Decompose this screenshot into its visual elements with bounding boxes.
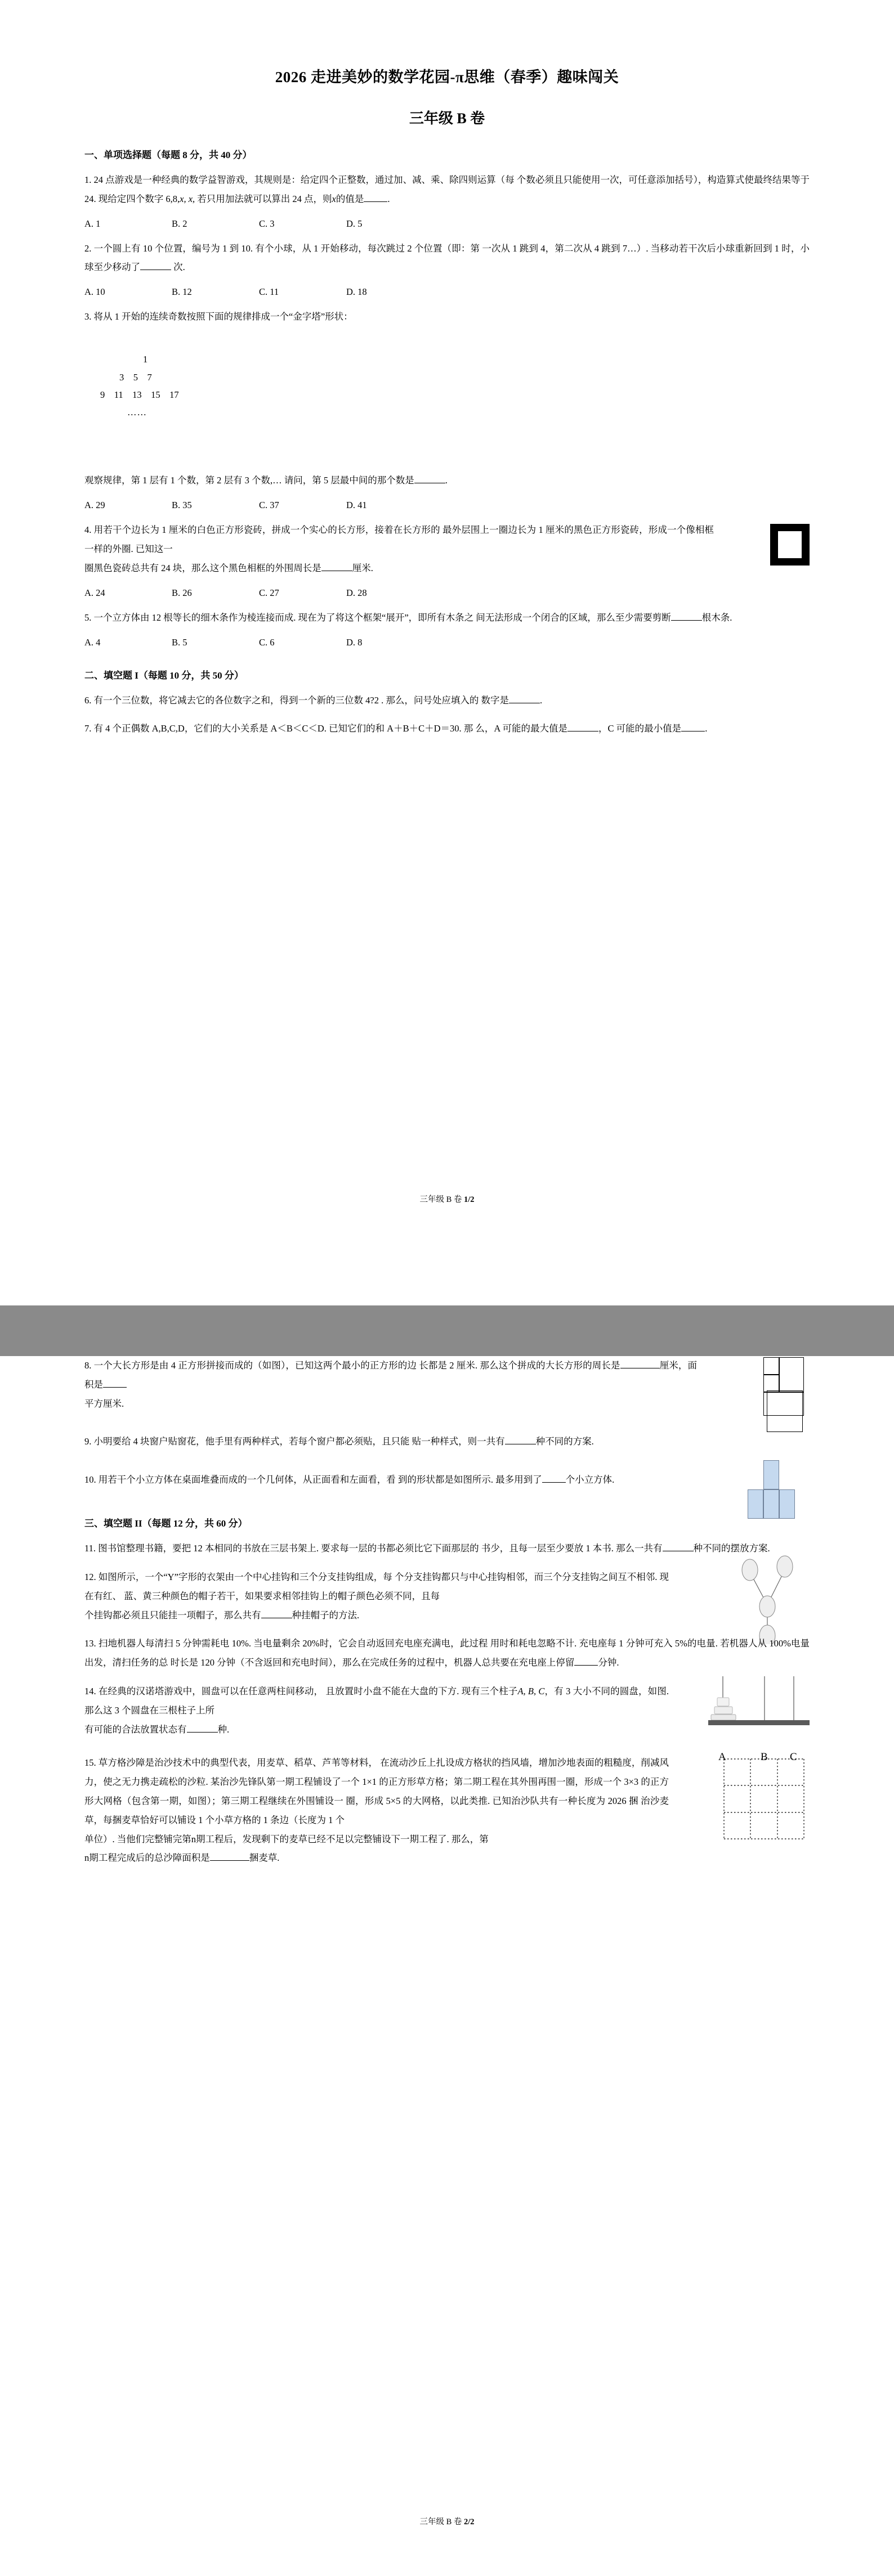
q9-text-b: 贴一种样式，则一共有 xyxy=(412,1436,505,1447)
question-3-continued xyxy=(84,471,810,490)
q1-variable-1: x, x, xyxy=(180,193,195,204)
q15-answer-blank[interactable] xyxy=(210,1860,249,1861)
q8-text-c: 厘米，面积是 xyxy=(84,1360,698,1390)
q8-text-d: 平方厘米. xyxy=(84,1398,124,1409)
q7-text-a: 有 4 个正偶数 A,B,C,D，它们的大小关系是 A＜B＜C＜D. 已知它们的和 A＋B＋C＋D＝30. 那 xyxy=(93,723,473,734)
q9-text-c: 种不同的方案. xyxy=(535,1436,594,1447)
q1-option-d[interactable]: D. 5 xyxy=(346,218,363,229)
q1-text-d: 的值是 xyxy=(336,193,364,204)
q2-option-b[interactable]: B. 12 xyxy=(172,286,192,298)
q4-option-d[interactable]: D. 28 xyxy=(346,587,367,598)
q11-text-a: 图书馆整理书籍，要把 12 本相同的书放在三层书架上. 要求每一层的书都必须比它下面那层的 xyxy=(98,1543,479,1554)
q5-option-c[interactable]: C. 6 xyxy=(259,636,275,648)
footer-pagenum-page-2: 2/2 xyxy=(464,2517,475,2526)
q8-number: 8. xyxy=(84,1360,92,1371)
q4-unit: 厘米. xyxy=(352,562,373,573)
q5-text-a: 一个立方体由 12 根等长的细木条作为棱连接而成. 现在为了将这个框架“展开”，即所有木条之 xyxy=(93,612,474,623)
q1-answer-blank[interactable] xyxy=(364,201,387,202)
q15-text-g: 治沙麦草，每捆麦草恰好可以铺设 1 个小草方格的 1 条边（长度为 1 个 xyxy=(84,1796,669,1825)
q2-text-a: 一个圆上有 10 个位置，编号为 1 到 10. 有个小球，从 1 开始移动，每次跳过 2 个位置（即：第 xyxy=(93,243,480,254)
q12-text-a: 如图所示，一个“Y”字形的衣架由一个中心挂钩和三个分支挂钩组成，每 xyxy=(98,1571,392,1582)
question-4 xyxy=(84,520,810,577)
pyramid-row-3: 9 11 13 15 17 xyxy=(100,389,179,401)
page-1-footer xyxy=(0,1193,894,1205)
question-3-options xyxy=(84,500,810,511)
window-pane-outline xyxy=(767,1390,803,1432)
document-page-2 xyxy=(0,1356,894,2576)
q14-text-c: ，有 xyxy=(544,1685,564,1697)
q5-number: 5. xyxy=(84,612,92,623)
q9-text-a: 小明要给 4 块窗户贴窗花，他手里有两种样式，若每个窗户都必须贴，且只能 xyxy=(93,1436,410,1447)
q12-number: 12. xyxy=(84,1571,96,1582)
hanoi-label-b: B xyxy=(761,1751,768,1763)
cube-top xyxy=(763,1460,779,1489)
q13-text-c: 时长是 120 分钟（不含返回和充电时间），那么在完成任务的过程中，机器人总共要在充电座上停留 xyxy=(170,1657,575,1668)
page-title: 2026 走进美妙的数学花园-π思维（春季）趣味闯关 xyxy=(275,69,619,86)
page-subtitle: 三年级 B 卷 xyxy=(409,110,485,127)
q1-option-b[interactable]: B. 2 xyxy=(172,218,187,229)
window-square-figure xyxy=(767,1390,803,1432)
footer-pagenum-page-1: 1/2 xyxy=(464,1195,475,1204)
q6-number: 6. xyxy=(84,694,92,706)
q14-text-d: 3 大小不同的圆盘，如图. 那么这 3 个圆盘在三根柱子上所 xyxy=(84,1685,669,1716)
q1-text-c: 若只用加法就可以算出 24 点，则 xyxy=(197,193,332,204)
q12-text-e: 种挂帽子的方法. xyxy=(292,1609,360,1621)
question-15 xyxy=(84,1753,810,1868)
pyramid-row-2: 3 5 7 xyxy=(119,371,152,383)
dotted-grid-figure xyxy=(722,1757,806,1848)
footer-label-page-1: 三年级 B 卷 xyxy=(419,1195,462,1204)
frame-inner-white-area xyxy=(778,531,802,558)
document-page-1 xyxy=(0,0,894,1260)
q14-peg-variables: A, B, C xyxy=(517,1685,545,1697)
hanoi-disk-large xyxy=(711,1715,736,1720)
q13-answer-blank[interactable] xyxy=(574,1665,598,1666)
cube-stack-t-shape xyxy=(748,1460,795,1519)
section-heading-2: 二、填空题 I（每题 10 分，共 50 分） xyxy=(84,670,244,681)
q4-option-a[interactable]: A. 24 xyxy=(84,587,105,598)
q7-number: 7. xyxy=(84,723,92,734)
hanoi-tower-diagram xyxy=(708,1674,810,1739)
q1-number: 1. xyxy=(84,174,92,185)
q5-text-b: 间无法形成一个闭合的区域，那么至少需要剪断 xyxy=(476,612,671,623)
q15-text-a: 草方格沙障是治沙技术中的典型代表，用麦草、稻草、芦苇等材料， xyxy=(98,1757,378,1769)
q2-text-b: 一次从 1 跳到 4，第二次从 4 跳到 7…）. 当移动若干次后小球重新回到 1 时，小球至少移动了 xyxy=(84,243,810,273)
q3-option-d[interactable]: D. 41 xyxy=(346,500,367,511)
question-10 xyxy=(84,1470,810,1489)
question-9 xyxy=(84,1432,810,1451)
q10-text-a: 用若干个小立方体在桌面堆叠而成的一个几何体，从正面看和左面看，看 xyxy=(98,1474,396,1486)
q1-option-c[interactable]: C. 3 xyxy=(259,218,275,229)
q6-text-b: 数字是 xyxy=(481,694,509,706)
question-2-options xyxy=(84,286,810,298)
hook-center xyxy=(759,1596,775,1617)
q3-option-b[interactable]: B. 35 xyxy=(172,500,192,511)
q8-answer-blank-2[interactable] xyxy=(103,1387,127,1388)
q11-text-c: 种不同的摆放方案. xyxy=(693,1543,770,1554)
q15-text-b: 在流动沙丘上扎设成方格状的挡风墙，增加沙地表面的粗糙度，削减风 xyxy=(380,1757,669,1769)
question-4-options xyxy=(84,587,810,599)
square-large-right xyxy=(779,1357,804,1392)
q1-text-b: 个数必须且只能使用一次，可任意添加括号），构造算式使最终结果等于 24. 现给定四个数字 6,8, xyxy=(84,174,810,204)
q15-text-h: 单位）. 当他们完整铺完第n期工程后，发现剩下的麦草已经不足以完整铺设下一期工程了. 那么，第 xyxy=(84,1833,489,1845)
q13-number: 13. xyxy=(84,1638,96,1649)
question-11 xyxy=(84,1539,810,1558)
q2-text-c: 次. xyxy=(173,262,185,273)
q14-text-a: 在经典的汉诺塔游戏中，圆盘可以在任意两柱间移动， xyxy=(98,1685,324,1697)
q15-text-j: 捆麦草. xyxy=(249,1852,280,1864)
q10-text-b: 到的形状都是如图所示. 最多用到了 xyxy=(397,1474,542,1486)
q14-text-f: 种. xyxy=(217,1724,230,1735)
q7-tail: . xyxy=(705,723,708,734)
question-13 xyxy=(84,1634,810,1672)
q2-option-a[interactable]: A. 10 xyxy=(84,286,105,298)
question-5 xyxy=(84,608,810,627)
q10-number: 10. xyxy=(84,1474,96,1486)
q4-text-a: 用若干个边长为 1 厘米的白色正方形瓷砖，拼成一个实心的长方形，接着在长方形的 xyxy=(93,524,440,536)
q4-option-c[interactable]: C. 27 xyxy=(259,587,279,598)
footer-label-page-2: 三年级 B 卷 xyxy=(419,2517,462,2526)
black-picture-frame-figure xyxy=(770,524,810,566)
q2-number: 2. xyxy=(84,243,92,254)
q2-option-c[interactable]: C. 11 xyxy=(259,286,279,298)
q10-answer-blank[interactable] xyxy=(542,1482,566,1483)
q3-text-a: 将从 1 开始的连续奇数按照下面的规律排成一个“金字塔”形状： xyxy=(93,311,353,322)
cube-bottom-center xyxy=(763,1489,779,1519)
q14-text-e: 有可能的合法放置状态有 xyxy=(84,1724,187,1735)
q13-text-b: 用时和耗电忽略不计. 充电座每 1 分钟可充入 5%的电量. 若机器人从 100%电量出发，清扫任务的总 xyxy=(84,1638,810,1668)
q12-text-d: 个挂钩都必须且只能挂一项帽子，那么共有 xyxy=(84,1609,261,1621)
hanoi-base-bar xyxy=(708,1720,810,1725)
q15-text-i: n期工程完成后的总沙障面积是 xyxy=(84,1852,210,1864)
q8-text-a: 一个大长方形是由 4 正方形拼接而成的（如图），已知这两个最小的正方形的边 xyxy=(93,1360,417,1371)
square-small-bottom xyxy=(763,1375,779,1392)
q15-text-f: 圈，形成 5×5 的大网格，以此类推. 已知治沙队共有一种长度为 2026 捆 xyxy=(346,1796,638,1806)
sand-barrier-grid-diagram xyxy=(722,1757,806,1841)
square-small-top xyxy=(763,1357,779,1375)
q15-text-e: 的正方形大网格（包含第一期，如图）；第三期工程继续在外围铺设一 xyxy=(84,1776,669,1806)
q3-text-b: 观察规律，第 1 层有 1 个数，第 2 层有 3 个数,… 请问，第 5 层最中间的那个数是 xyxy=(84,475,414,486)
question-2 xyxy=(84,239,810,277)
question-3 xyxy=(84,307,810,326)
q4-text-c: 圈黑色瓷砖总共有 24 块，那么这个黑色相框的外围周长是 xyxy=(84,562,321,573)
q3-number: 3. xyxy=(84,311,92,322)
q4-number: 4. xyxy=(84,524,92,536)
hanoi-disk-medium xyxy=(714,1707,732,1714)
section-heading-1: 一、单项选择题（每题 8 分，共 40 分） xyxy=(84,150,252,160)
q8-text-b: 长都是 2 厘米. 那么这个拼成的大长方形的周长是 xyxy=(419,1360,620,1371)
question-1-options xyxy=(84,218,810,230)
q4-option-b[interactable]: B. 26 xyxy=(172,587,192,598)
question-12 xyxy=(84,1568,810,1624)
q3-option-a[interactable]: A. 29 xyxy=(84,500,105,511)
q5-option-d[interactable]: D. 8 xyxy=(346,636,363,648)
q11-number: 11. xyxy=(84,1543,96,1554)
q13-text-d: 分钟. xyxy=(598,1657,619,1668)
q3-odd-number-pyramid xyxy=(100,333,810,456)
q14-number: 14. xyxy=(84,1685,96,1697)
q3-option-c[interactable]: C. 37 xyxy=(259,500,279,511)
pyramid-row-1: 1 xyxy=(143,354,148,365)
q13-text-a: 扫地机器人每清扫 5 分钟需耗电 10%. 当电量剩余 20%时，它会自动返回充电座充满电，此过程 xyxy=(98,1638,488,1649)
q14-text-b: 且放置时小盘不能在大盘的下方. 现有三个柱子 xyxy=(325,1685,518,1697)
frame-outer-border xyxy=(770,524,810,566)
q3-tail: . xyxy=(445,475,448,486)
q5-unit: 根木条. xyxy=(701,612,732,623)
q6-tail: . xyxy=(539,694,543,706)
q9-number: 9. xyxy=(84,1436,92,1447)
q15-text-d: 1×1 的正方形草方格；第二期工程在其外围再围一圈，形成一个 3×3 xyxy=(362,1776,639,1788)
pyramid-ellipsis: …… xyxy=(127,407,147,418)
q1-text-a: 24 点游戏是一种经典的数学益智游戏，其规则是：给定四个正整数，通过加、减、乘、除四则运算（每 xyxy=(93,174,515,185)
question-6 xyxy=(84,691,810,710)
question-1 xyxy=(84,170,810,209)
question-5-options xyxy=(84,637,810,648)
q10-text-c: 个小立方体. xyxy=(565,1474,615,1486)
q7-text-c: ，C 可能的最小值是 xyxy=(598,723,682,734)
hanoi-disk-small xyxy=(717,1698,729,1706)
page-separator xyxy=(0,1260,894,1305)
q1-option-a[interactable]: A. 1 xyxy=(84,218,101,229)
hanoi-tower-figure xyxy=(708,1674,810,1763)
q1-tail: . xyxy=(387,193,390,204)
q15-text-c: 力，使之无力携走疏松的沙粒. 某治沙先锋队第一期工程铺设了一个 xyxy=(84,1776,360,1788)
cube-stack-figure xyxy=(748,1460,795,1519)
q6-text-a: 有一个三位数，将它减去它的各位数字之和，得到一个新的三位数 4?2 . 那么，问号处应填入的 xyxy=(93,694,479,706)
q15-number: 15. xyxy=(84,1757,96,1769)
hanoi-label-a: A xyxy=(718,1751,726,1763)
q4-text-b: 最外层围上一圈边长为 1 厘米的黑色正方形瓷砖，形成一个像相框一样的外圈. 已知这一 xyxy=(84,524,714,555)
cube-bottom-left xyxy=(748,1489,763,1519)
hook-branch-right xyxy=(777,1556,793,1577)
hook-branch-left xyxy=(742,1559,758,1581)
q11-text-b: 书少，且每一层至少要放 1 本书. 那么一共有 xyxy=(481,1543,663,1554)
y-hanger-diagram xyxy=(736,1549,798,1644)
q2-option-d[interactable]: D. 18 xyxy=(346,286,367,298)
q7-text-b: 么，A 可能的最大值是 xyxy=(475,723,568,734)
question-7 xyxy=(84,719,810,738)
q14-answer-blank[interactable] xyxy=(187,1732,218,1733)
cube-bottom-right xyxy=(779,1489,795,1519)
q12-text-c: 蓝、黄三种颜色的帽子若干，如果要求相邻挂钩上的帽子颜色必须不同，且每 xyxy=(124,1590,440,1601)
question-8 xyxy=(84,1356,810,1413)
q5-option-b[interactable]: B. 5 xyxy=(172,636,187,648)
hanoi-label-c: C xyxy=(790,1751,797,1763)
section-heading-3: 三、填空题 II（每题 12 分，共 60 分） xyxy=(84,1518,248,1529)
q5-answer-blank[interactable] xyxy=(671,620,702,621)
q1-variable-2: x xyxy=(332,193,336,204)
q12-text-b: 个分支挂钩都只与中心挂钩相邻，而三个分支挂钩之间互不相邻. 现在有红、 xyxy=(84,1571,669,1601)
q5-option-a[interactable]: A. 4 xyxy=(84,636,101,648)
